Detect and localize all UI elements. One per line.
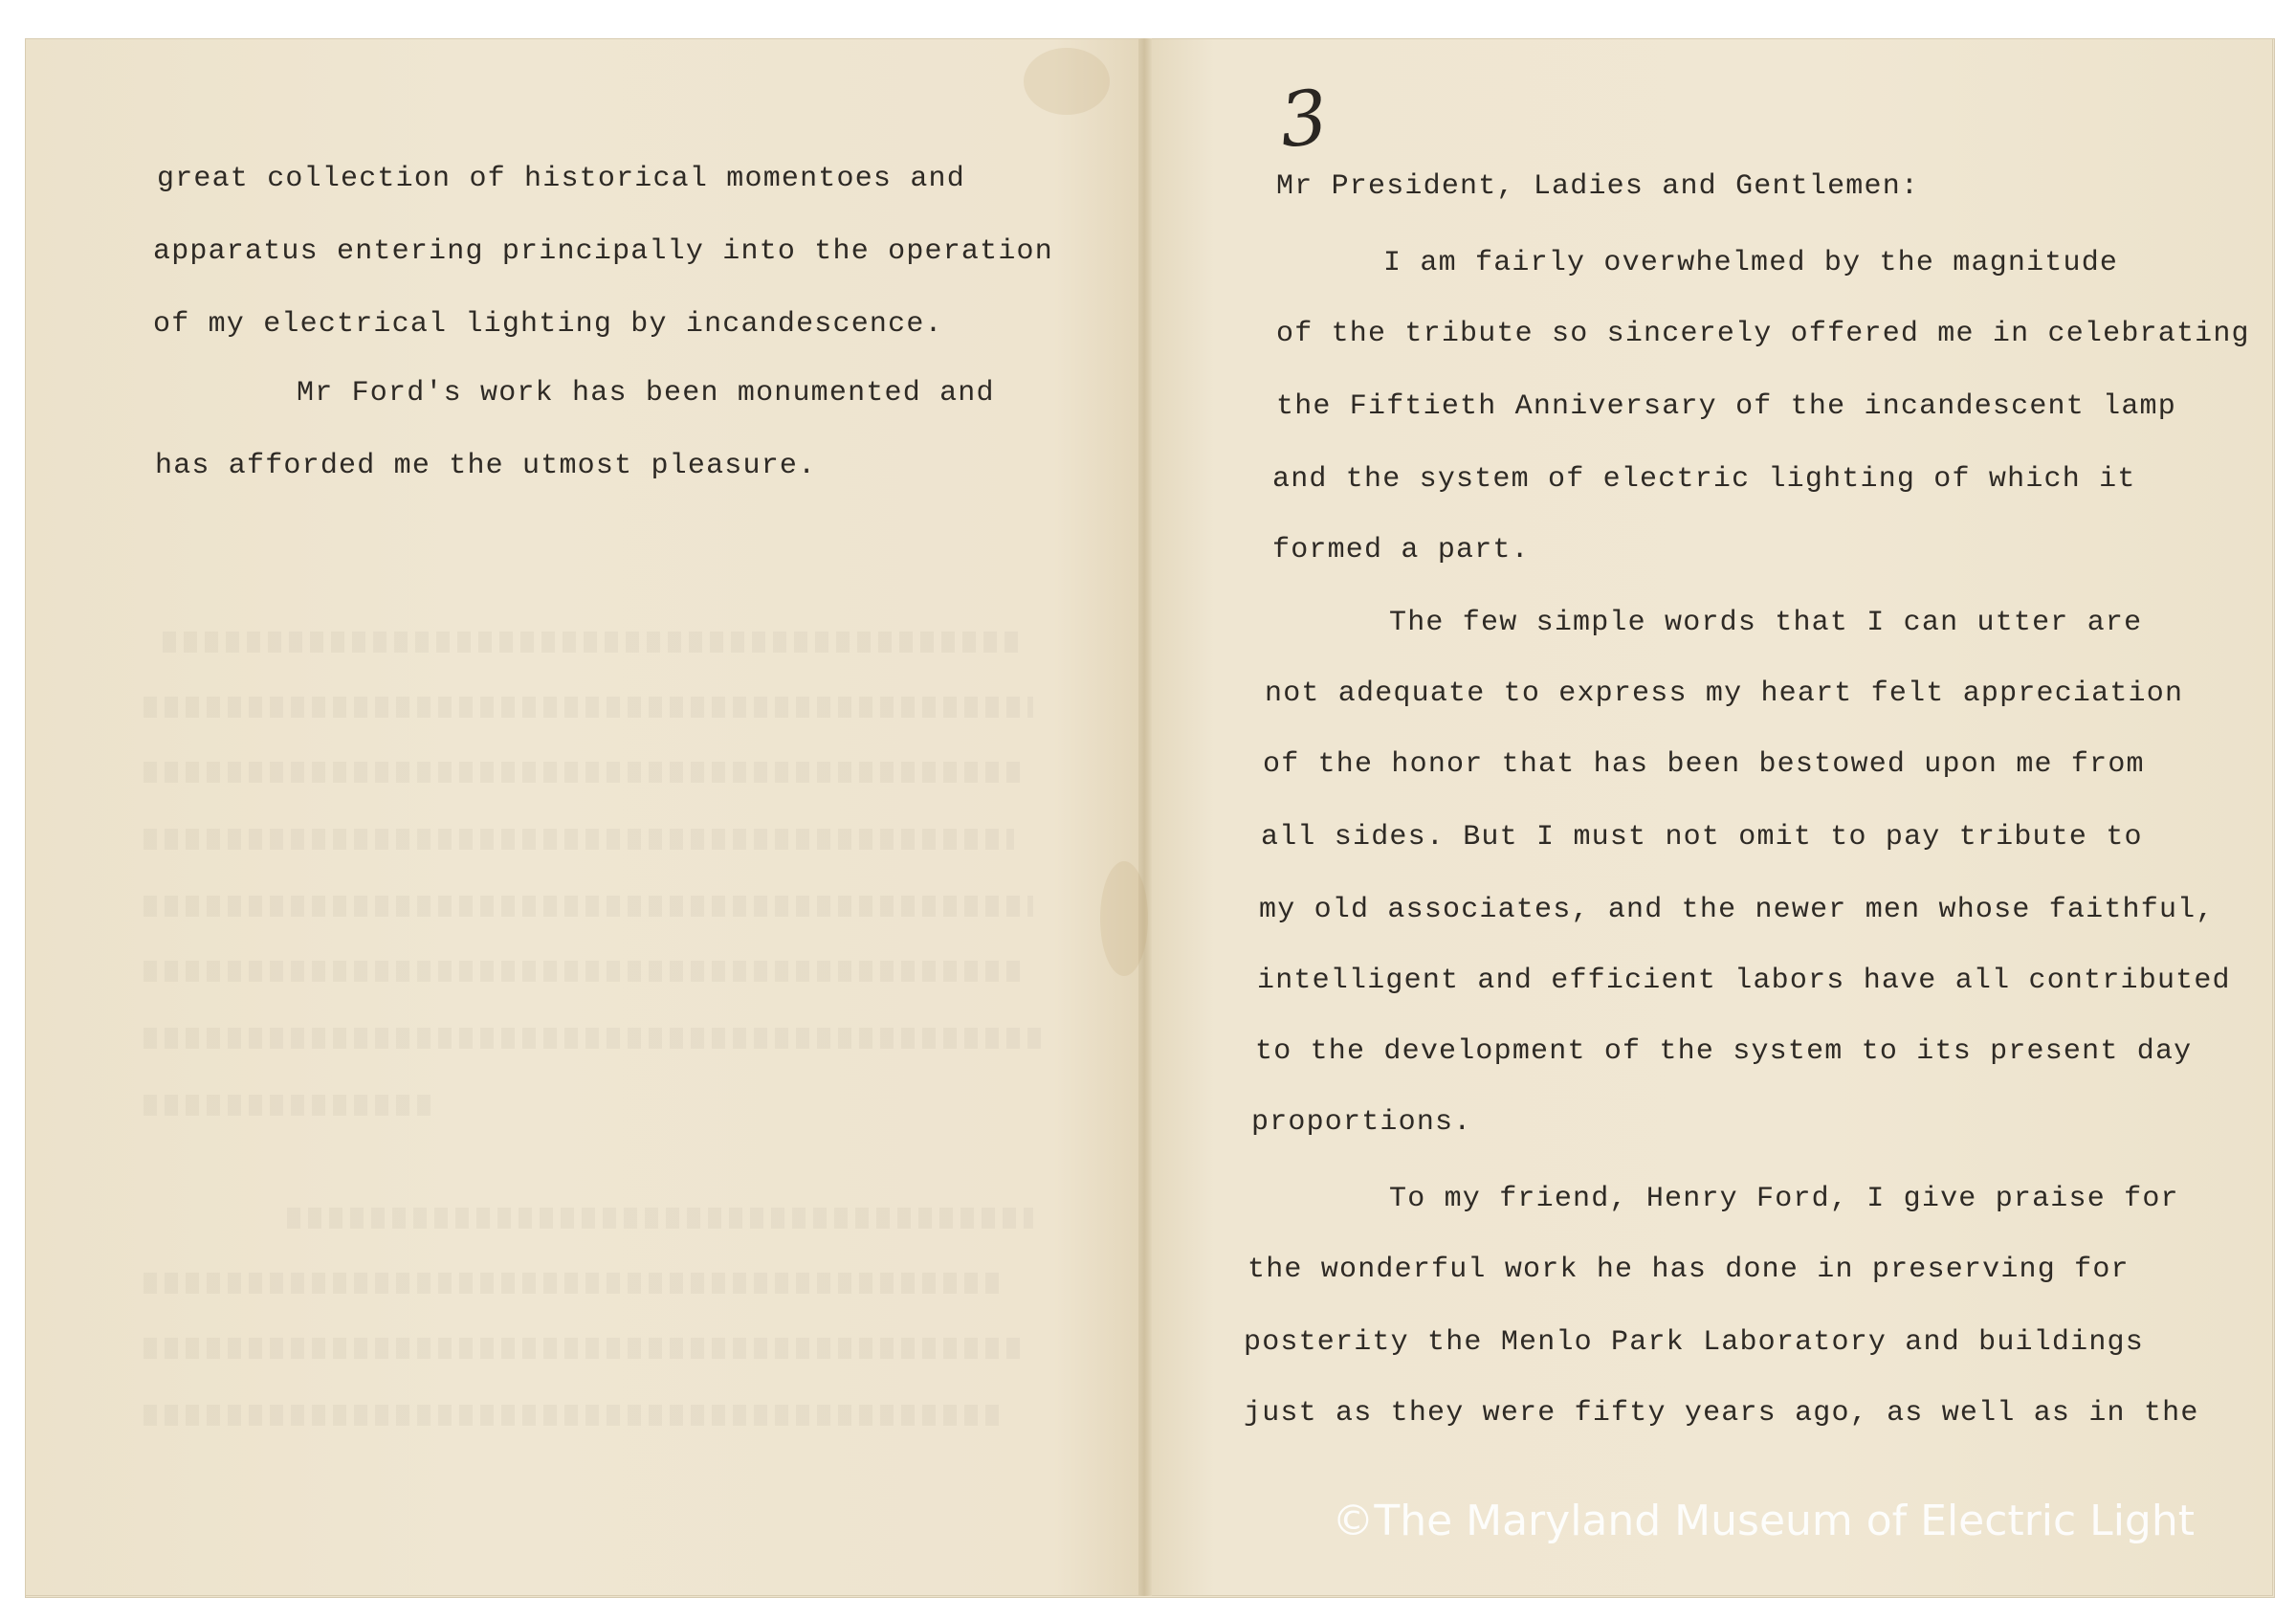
page-number: 3 [1275,74,1333,166]
right-line-7: not adequate to express my heart felt appreciation [1265,677,2184,710]
bleed-through-text [144,1273,1004,1294]
left-line-5: has afforded me the utmost pleasure. [155,450,817,482]
right-line-8: of the honor that has been bestowed upon me from [1263,748,2145,781]
right-line-6: The few simple words that I can utter are [1389,607,2143,639]
left-page [25,38,1144,1596]
salutation: Mr President, Ladies and Gentlemen: [1276,170,1920,203]
left-line-4: Mr Ford's work has been monumented and [297,377,995,410]
right-line-2: of the tribute so sincerely offered me in celebrating [1276,318,2250,350]
right-line-12: to the development of the system to its present day [1255,1035,2193,1068]
bleed-through-text [163,632,1024,653]
right-line-3: the Fiftieth Anniversary of the incandescent lamp [1276,390,2176,423]
right-line-4: and the system of electric lighting of which it [1272,463,2136,496]
age-stain [1100,861,1148,976]
right-line-9: all sides. But I must not omit to pay tribute to [1261,821,2143,854]
bleed-through-text [144,1095,430,1116]
bleed-through-text [144,1028,1043,1049]
right-line-13: proportions. [1251,1106,1472,1139]
bleed-through-text [144,697,1033,718]
bleed-through-text [287,1208,1033,1229]
left-line-1: great collection of historical momentoes and [157,163,965,195]
right-line-5: formed a part. [1272,534,1530,566]
bleed-through-text [144,1338,1024,1359]
right-line-11: intelligent and efficient labors have all contributed [1257,965,2231,997]
center-fold [1138,38,1152,1596]
bleed-through-text [144,1405,1004,1426]
left-line-2: apparatus entering principally into the operation [153,235,1053,268]
bleed-through-text [144,961,1024,982]
right-line-17: just as they were fifty years ago, as well as in the [1244,1397,2199,1430]
right-line-1: I am fairly overwhelmed by the magnitude [1383,247,2119,279]
right-line-14: To my friend, Henry Ford, I give praise for [1389,1183,2179,1215]
age-stain [1024,48,1110,115]
left-line-3: of my electrical lighting by incandescence. [153,308,943,341]
bleed-through-text [144,829,1014,850]
right-line-10: my old associates, and the newer men whose faithful, [1259,894,2215,926]
bleed-through-text [144,762,1024,783]
right-line-16: posterity the Menlo Park Laboratory and buildings [1244,1326,2144,1359]
right-line-15: the wonderful work he has done in preserving for [1247,1254,2130,1286]
copyright-watermark: ©The Maryland Museum of Electric Light [1332,1497,2195,1545]
bleed-through-text [144,896,1033,917]
